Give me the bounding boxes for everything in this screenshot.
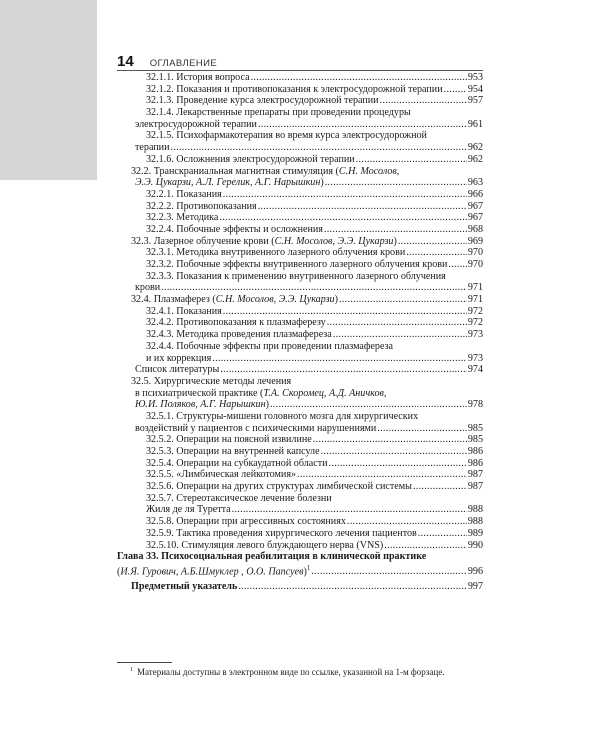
subject-index-entry: Предметный указатель ..... 997	[117, 581, 483, 593]
toc-entry: 32.3.2. Побочные эффекты внутривенного лазерного облучения крови ..... 970	[117, 259, 483, 271]
page-edge-tab	[0, 0, 97, 180]
toc-entry: 32.1.5. Психофармакотерапия во время курса электросудорожной	[146, 130, 427, 142]
chapter-heading-cont: (И.Я. Гурович, А.Б.Шмуклер , О.О. Папсуев)$^1$ ..... 996	[117, 563, 483, 575]
toc-entry-cont: крови ..... 971	[117, 282, 483, 294]
toc-entry: 32.5.3. Операции на внутренней капсуле ..... 986	[117, 446, 483, 458]
header-rule	[117, 70, 483, 71]
chapter-heading: Глава 33. Психосоциальная реабилитация в клинической практике	[117, 551, 427, 563]
toc-entry: Список литературы ..... 974	[117, 364, 483, 376]
toc-entry: 32.2. Транскраниальная магнитная стимуляция (С.Н. Мосолов,	[131, 165, 400, 177]
toc-entry: 32.1.6. Осложнения электросудорожной терапии ..... 962	[117, 154, 483, 166]
toc-entry: 32.3.1. Методика внутривенного лазерного облучения крови ..... 970	[117, 247, 483, 259]
toc-entry: 32.4.1. Показания ..... 972	[117, 306, 483, 318]
toc-entry: 32.2.4. Побочные эффекты и осложнения ..... 968	[117, 224, 483, 236]
footnote-ref: 1	[306, 563, 311, 572]
toc-entry: 32.1.4. Лекарственные препараты при проведении процедуры	[146, 107, 411, 119]
toc-entry-cont: терапии ..... 962	[117, 142, 483, 154]
toc-entry: 32.1.3. Проведение курса электросудорожной терапии ..... 957	[117, 95, 483, 107]
toc-entry: 32.4.4. Побочные эффекты при проведении плазмафереза	[146, 340, 394, 352]
toc-entry: 32.1.1. История вопроса ..... 953	[117, 72, 483, 84]
toc-entry: 32.1.2. Показания и противопоказания к электросудорожной терапии ..... 954	[117, 84, 483, 96]
toc-entry: 32.5.8. Операции при агрессивных состояниях ..... 988	[117, 516, 483, 528]
footnote: $^1$ Материалы доступны в электронном виде по ссылке, указанной на 1-м форзаце.	[130, 667, 445, 677]
toc-entry: 32.3. Лазерное облучение крови (С.Н. Мосолов, Э.Э. Цукарзи) ..... 969	[117, 236, 483, 248]
section-title: ОГЛАВЛЕНИЕ	[149, 58, 218, 69]
toc-entry-cont: воздействий у пациентов с психическими нарушениями ..... 985	[117, 423, 483, 435]
toc-entry: 32.4. Плазмаферез (С.Н. Мосолов, Э.Э. Цукарзи) ..... 971	[117, 294, 483, 306]
toc-entry-cont: и их коррекция ..... 973	[117, 353, 483, 365]
toc-entry: 32.5.9. Тактика проведения хирургического лечения пациентов ..... 989	[117, 528, 483, 540]
toc-entry: 32.3.3. Показания к применению внутривенного лазерного облучения	[146, 270, 446, 282]
toc-entry: 32.5.1. Структуры-мишени головного мозга для хирургических	[146, 410, 419, 422]
toc-entry: 32.5.6. Операции на других структурах лимбической системы ..... 987	[117, 481, 483, 493]
toc-entry: 32.2.3. Методика ..... 967	[117, 212, 483, 224]
toc-entry: 32.5.2. Операции на поясной извилине ..... 985	[117, 434, 483, 446]
toc-entry-cont: Жиля де ля Туретта ..... 988	[117, 504, 483, 516]
page-number: 14	[117, 53, 134, 70]
toc-entry: 32.4.3. Методика проведения плазмафереза ..... 973	[117, 329, 483, 341]
toc-entry: 32.5.10. Стимуляция левого блуждающего нерва (VNS) ..... 990	[117, 540, 483, 552]
table-of-contents	[117, 72, 483, 592]
toc-entry: 32.5.4. Операции на субкаудатной области ..... 986	[117, 458, 483, 470]
running-header	[117, 53, 217, 70]
toc-entry-cont: Э.Э. Цукарзи, А.Л. Герелик, А.Г. Нарышкин) ..... 963	[117, 177, 483, 189]
toc-entry-cont: в психиатрической практике (Т.А. Скоромец, А.Д. Аничков,	[135, 387, 387, 399]
toc-entry: 32.5.5. «Лимбическая лейкотомия» ..... 987	[117, 469, 483, 481]
toc-entry-cont: электросудорожной терапии ..... 961	[117, 119, 483, 131]
toc-entry-cont: Ю.И. Поляков, А.Г. Нарышкин) ..... 978	[117, 399, 483, 411]
toc-entry: 32.5.7. Стереотаксическое лечение болезни	[146, 492, 332, 504]
toc-entry: 32.4.2. Противопоказания к плазмаферезу ..... 972	[117, 317, 483, 329]
toc-entry: 32.2.2. Противопоказания ..... 967	[117, 201, 483, 213]
toc-entry: 32.2.1. Показания ..... 966	[117, 189, 483, 201]
footnote-rule	[117, 662, 172, 663]
toc-entry: 32.5. Хирургические методы лечения	[131, 375, 292, 387]
